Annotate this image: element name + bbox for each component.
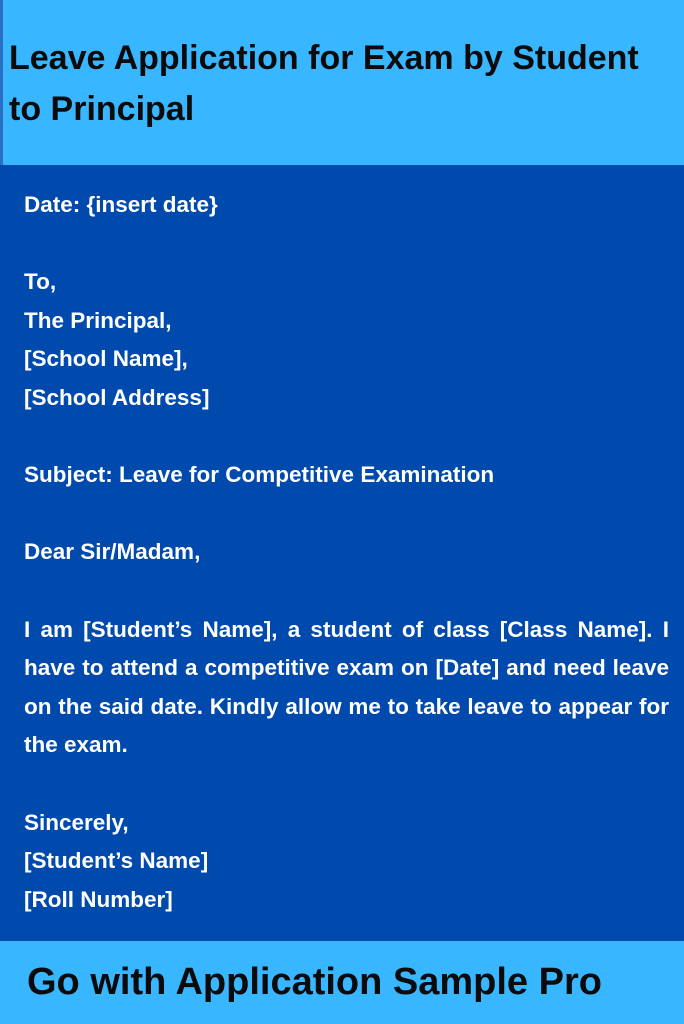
footer-banner [0, 941, 684, 1024]
header-banner [0, 0, 684, 165]
spacer [24, 418, 669, 457]
letter-to: To, [24, 269, 57, 295]
letter-school-address: [School Address] [24, 384, 210, 410]
letter-date: Date: {insert date} [24, 192, 218, 217]
spacer [24, 495, 669, 534]
letter-student-name: [Student’s Name] [24, 848, 209, 874]
page-title: Leave Application for Exam by Student to Principal [9, 39, 639, 128]
letter-subject: Subject: Leave for Competitive Examination [24, 462, 495, 488]
letter-salutation: Dear Sir/Madam, [24, 539, 201, 565]
letter-body [24, 186, 669, 919]
letter-closing: Sincerely, [24, 809, 129, 835]
spacer [24, 765, 669, 804]
spacer [24, 225, 669, 264]
letter-roll-number: [Roll Number] [24, 886, 173, 912]
footer-brand-text: Go with Application Sample Pro [27, 961, 602, 1003]
letter-body-paragraph: I am [Student’s Name], a student of class [Class Name]. I have to attend a competitive exam on [Date] and need leave on the said date. Kindly allow me to take leave to appear for the exam. [24, 616, 669, 758]
letter-recipient: The Principal, [24, 307, 172, 333]
spacer [24, 572, 669, 611]
letter-school-name: [School Name], [24, 346, 188, 372]
